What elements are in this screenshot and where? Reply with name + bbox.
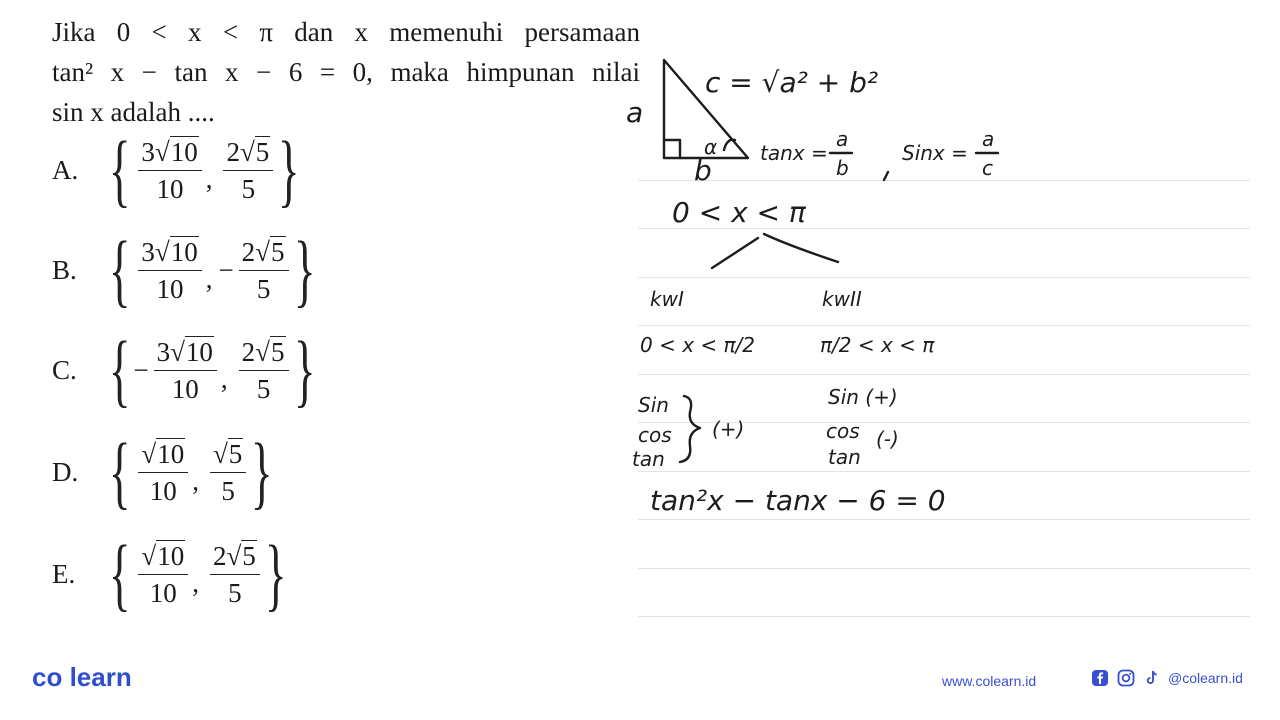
denominator: 5 xyxy=(241,173,256,204)
facebook-icon[interactable] xyxy=(1090,668,1110,688)
close-brace: } xyxy=(293,224,316,315)
branch-right xyxy=(764,234,838,262)
radicand: 5 xyxy=(228,438,243,469)
radicand: 10 xyxy=(170,136,198,167)
option-letter: D. xyxy=(52,456,79,487)
radicand: 10 xyxy=(185,336,213,367)
option-letter: E. xyxy=(52,558,76,589)
sign-1: − xyxy=(133,354,149,385)
open-brace: { xyxy=(108,426,131,517)
side-a-label: a xyxy=(626,96,644,129)
comma-separator: , xyxy=(220,364,228,394)
coefficient: 2 xyxy=(241,236,256,267)
quadrant-2-range: π/2 < x < π xyxy=(820,333,935,357)
denominator: 10 xyxy=(156,273,184,304)
equation-note: tan²x − tanx − 6 = 0 xyxy=(650,484,946,517)
denominator: 10 xyxy=(156,173,184,204)
numerator: 2√5 xyxy=(239,236,289,271)
instagram-icon[interactable] xyxy=(1116,668,1136,688)
sin-denominator: c xyxy=(982,156,993,180)
branch-left xyxy=(712,238,758,268)
q2-sign: (-) xyxy=(876,427,899,451)
coefficient: 3 xyxy=(141,236,155,267)
angle-label: α xyxy=(704,135,718,159)
denominator: 10 xyxy=(149,577,177,608)
sign-2: − xyxy=(218,254,234,285)
coefficient: 3 xyxy=(141,136,155,167)
close-brace: } xyxy=(264,528,287,619)
coefficient: 2 xyxy=(226,136,240,167)
open-brace: { xyxy=(108,324,131,415)
open-brace: { xyxy=(108,124,131,215)
open-brace: { xyxy=(108,224,131,315)
radicand: 5 xyxy=(271,336,285,367)
numerator: 3√10 xyxy=(154,336,217,371)
radicand: 5 xyxy=(255,136,270,167)
tan-numerator: a xyxy=(836,127,849,151)
comma-separator: , xyxy=(205,164,213,194)
social-links xyxy=(1090,668,1243,688)
option-letter: A. xyxy=(52,154,79,185)
numerator: 2√5 xyxy=(223,136,273,171)
option-letter: C. xyxy=(52,354,77,385)
question-line-2: tan² x − tan x − 6 = 0, maka himpunan nilai xyxy=(52,57,640,87)
tiktok-icon[interactable] xyxy=(1142,668,1162,688)
q2-cos: cos xyxy=(826,419,860,443)
q1-sign: (+) xyxy=(712,417,745,441)
denominator: 5 xyxy=(228,577,242,608)
sin-numerator: a xyxy=(982,127,995,151)
numerator: √5 xyxy=(210,438,246,473)
denominator: 10 xyxy=(171,373,199,404)
close-brace: } xyxy=(293,324,316,415)
radicand: 10 xyxy=(170,236,198,267)
numerator: √10 xyxy=(138,540,188,575)
radicand: 10 xyxy=(157,540,185,571)
hypotenuse-formula: c = √a² + b² xyxy=(705,66,879,99)
radicand: 5 xyxy=(271,236,285,267)
quadrant-1-label: kwI xyxy=(650,287,684,311)
comma-mark xyxy=(884,172,888,180)
tan-denominator: b xyxy=(836,156,849,180)
sin-formula-lhs: Sinx = xyxy=(902,141,968,165)
numerator: 3√10 xyxy=(138,236,201,271)
comma-separator: , xyxy=(192,466,199,496)
coefficient: 3 xyxy=(156,336,171,367)
open-brace: { xyxy=(108,528,131,619)
denominator: 5 xyxy=(221,475,235,506)
q2-tan: tan xyxy=(828,445,861,469)
colearn-logo: co learn xyxy=(32,662,132,692)
coefficient: 2 xyxy=(212,540,227,571)
radicand: 5 xyxy=(242,540,256,571)
denominator: 5 xyxy=(256,273,271,304)
footer xyxy=(0,650,1280,710)
q1-brace xyxy=(680,396,700,462)
option-letter: B. xyxy=(52,254,77,285)
website-link[interactable]: www.colearn.id xyxy=(942,673,1037,689)
denominator: 5 xyxy=(256,373,271,404)
close-brace: } xyxy=(251,426,273,517)
numerator: 2√5 xyxy=(239,336,289,371)
coefficient: 2 xyxy=(241,336,256,367)
comma-separator: , xyxy=(192,568,199,598)
question-line-3: sin x adalah .... xyxy=(52,97,215,127)
social-handle[interactable]: @colearn.id xyxy=(1168,670,1243,686)
question-line-1: Jika 0 < x < π dan x memenuhi persamaan xyxy=(52,17,640,47)
quadrant-1-range: 0 < x < π/2 xyxy=(640,333,756,357)
tan-formula-lhs: tanx = xyxy=(760,141,828,165)
side-b-label: b xyxy=(694,154,712,187)
numerator: √10 xyxy=(138,438,188,473)
q1-func-tan: tan xyxy=(632,447,665,471)
numerator: 3√10 xyxy=(138,136,201,171)
q2-sin-sign: Sin (+) xyxy=(828,385,898,409)
radicand: 10 xyxy=(157,438,185,469)
denominator: 10 xyxy=(149,475,177,506)
comma-separator: , xyxy=(205,264,213,294)
q1-func-sin: Sin xyxy=(638,393,669,417)
numerator: 2√5 xyxy=(210,540,260,575)
quadrant-2-label: kwII xyxy=(822,287,862,311)
close-brace: } xyxy=(278,124,300,215)
q1-func-cos: cos xyxy=(638,423,672,447)
range-note: 0 < x < π xyxy=(672,196,806,229)
